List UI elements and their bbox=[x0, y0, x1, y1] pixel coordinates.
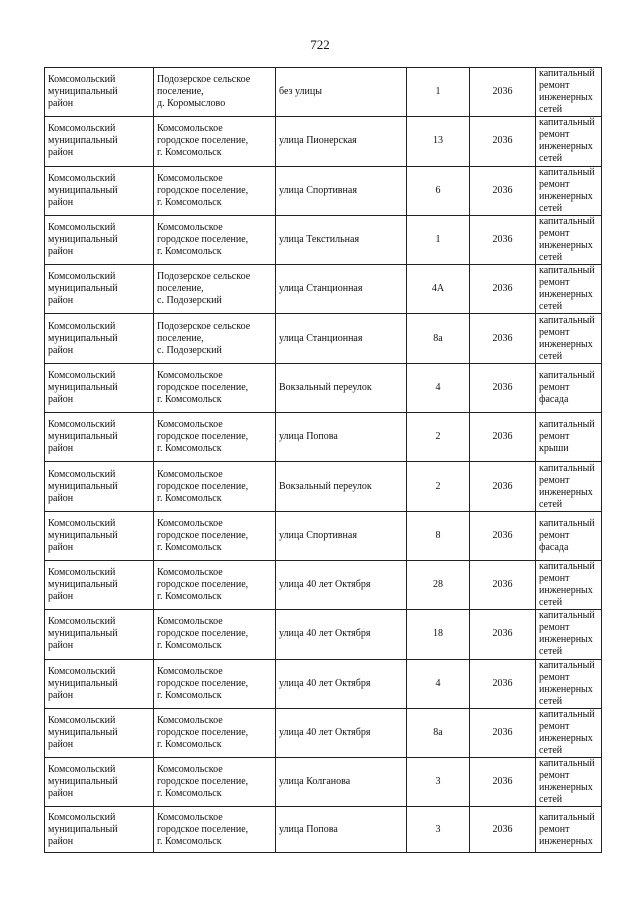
year-cell: 2036 bbox=[470, 265, 536, 314]
house-number-cell: 8а bbox=[407, 708, 470, 757]
district-cell: Комсомольский муниципальный район bbox=[45, 807, 154, 853]
district-cell: Комсомольский муниципальный район bbox=[45, 610, 154, 659]
table-row bbox=[45, 166, 602, 215]
table-row bbox=[45, 68, 602, 117]
work-type-cell: капитальный ремонт фасада bbox=[536, 363, 602, 412]
page-number: 722 bbox=[310, 37, 330, 52]
settlement-cell: Комсомольское городское поселение, г. Комсомольск bbox=[154, 215, 276, 264]
street-cell: Вокзальный переулок bbox=[276, 363, 407, 412]
work-type-cell: капитальный ремонт инженерных сетей bbox=[536, 265, 602, 314]
year-cell: 2036 bbox=[470, 215, 536, 264]
house-number-cell: 3 bbox=[407, 758, 470, 807]
district-cell: Комсомольский муниципальный район bbox=[45, 166, 154, 215]
table-row bbox=[45, 610, 602, 659]
work-type-cell: капитальный ремонт инженерных сетей bbox=[536, 68, 602, 117]
district-cell: Комсомольский муниципальный район bbox=[45, 560, 154, 609]
year-cell: 2036 bbox=[470, 462, 536, 511]
year-cell: 2036 bbox=[470, 117, 536, 166]
district-cell: Комсомольский муниципальный район bbox=[45, 708, 154, 757]
year-cell: 2036 bbox=[470, 68, 536, 117]
year-cell: 2036 bbox=[470, 758, 536, 807]
house-number-cell: 8а bbox=[407, 314, 470, 363]
street-cell: улица 40 лет Октября bbox=[276, 610, 407, 659]
work-type-cell: капитальный ремонт инженерных сетей bbox=[536, 314, 602, 363]
table-row bbox=[45, 314, 602, 363]
table-row bbox=[45, 807, 602, 853]
work-type-cell: капитальный ремонт инженерных сетей bbox=[536, 659, 602, 708]
district-cell: Комсомольский муниципальный район bbox=[45, 68, 154, 117]
table-row bbox=[45, 117, 602, 166]
work-type-cell: капитальный ремонт инженерных сетей bbox=[536, 758, 602, 807]
district-cell: Комсомольский муниципальный район bbox=[45, 511, 154, 560]
street-cell: улица Колганова bbox=[276, 758, 407, 807]
house-number-cell: 18 bbox=[407, 610, 470, 659]
house-number-cell: 1 bbox=[407, 68, 470, 117]
work-type-cell: капитальный ремонт инженерных сетей bbox=[536, 610, 602, 659]
work-type-cell: капитальный ремонт инженерных сетей bbox=[536, 708, 602, 757]
district-cell: Комсомольский муниципальный район bbox=[45, 462, 154, 511]
settlement-cell: Комсомольское городское поселение, г. Комсомольск bbox=[154, 166, 276, 215]
work-type-cell: капитальный ремонт крыши bbox=[536, 413, 602, 462]
settlement-cell: Комсомольское городское поселение, г. Комсомольск bbox=[154, 758, 276, 807]
house-number-cell: 4А bbox=[407, 265, 470, 314]
house-number-cell: 3 bbox=[407, 807, 470, 853]
work-type-cell: капитальный ремонт инженерных сетей bbox=[536, 117, 602, 166]
street-cell: улица Спортивная bbox=[276, 511, 407, 560]
street-cell: улица 40 лет Октября bbox=[276, 560, 407, 609]
street-cell: улица 40 лет Октября bbox=[276, 708, 407, 757]
settlement-cell: Комсомольское городское поселение, г. Комсомольск bbox=[154, 117, 276, 166]
table-row bbox=[45, 265, 602, 314]
settlement-cell: Комсомольское городское поселение, г. Комсомольск bbox=[154, 560, 276, 609]
district-cell: Комсомольский муниципальный район bbox=[45, 363, 154, 412]
street-cell: улица Станционная bbox=[276, 314, 407, 363]
year-cell: 2036 bbox=[470, 363, 536, 412]
district-cell: Комсомольский муниципальный район bbox=[45, 413, 154, 462]
work-type-cell: капитальный ремонт фасада bbox=[536, 511, 602, 560]
house-number-cell: 2 bbox=[407, 413, 470, 462]
house-number-cell: 6 bbox=[407, 166, 470, 215]
house-number-cell: 28 bbox=[407, 560, 470, 609]
street-cell: улица Попова bbox=[276, 413, 407, 462]
year-cell: 2036 bbox=[470, 314, 536, 363]
district-cell: Комсомольский муниципальный район bbox=[45, 659, 154, 708]
settlement-cell: Комсомольское городское поселение, г. Комсомольск bbox=[154, 610, 276, 659]
street-cell: улица Станционная bbox=[276, 265, 407, 314]
year-cell: 2036 bbox=[470, 659, 536, 708]
table-row bbox=[45, 462, 602, 511]
settlement-cell: Комсомольское городское поселение, г. Комсомольск bbox=[154, 708, 276, 757]
work-type-cell: капитальный ремонт инженерных сетей bbox=[536, 462, 602, 511]
district-cell: Комсомольский муниципальный район bbox=[45, 117, 154, 166]
district-cell: Комсомольский муниципальный район bbox=[45, 314, 154, 363]
house-number-cell: 4 bbox=[407, 659, 470, 708]
year-cell: 2036 bbox=[470, 610, 536, 659]
table-row bbox=[45, 511, 602, 560]
district-cell: Комсомольский муниципальный район bbox=[45, 758, 154, 807]
year-cell: 2036 bbox=[470, 708, 536, 757]
year-cell: 2036 bbox=[470, 511, 536, 560]
settlement-cell: Комсомольское городское поселение, г. Комсомольск bbox=[154, 363, 276, 412]
house-number-cell: 4 bbox=[407, 363, 470, 412]
street-cell: Вокзальный переулок bbox=[276, 462, 407, 511]
settlement-cell: Подозерское сельское поселение, с. Подозерский bbox=[154, 314, 276, 363]
work-type-cell: капитальный ремонт инженерных сетей bbox=[536, 215, 602, 264]
table-row bbox=[45, 659, 602, 708]
house-number-cell: 8 bbox=[407, 511, 470, 560]
table-row bbox=[45, 413, 602, 462]
house-number-cell: 1 bbox=[407, 215, 470, 264]
table-row bbox=[45, 363, 602, 412]
district-cell: Комсомольский муниципальный район bbox=[45, 215, 154, 264]
year-cell: 2036 bbox=[470, 807, 536, 853]
settlement-cell: Комсомольское городское поселение, г. Комсомольск bbox=[154, 659, 276, 708]
street-cell: улица Попова bbox=[276, 807, 407, 853]
street-cell: улица Пионерская bbox=[276, 117, 407, 166]
table-row bbox=[45, 215, 602, 264]
street-cell: улица 40 лет Октября bbox=[276, 659, 407, 708]
house-number-cell: 13 bbox=[407, 117, 470, 166]
settlement-cell: Подозерское сельское поселение, с. Подозерский bbox=[154, 265, 276, 314]
work-type-cell: капитальный ремонт инженерных bbox=[536, 807, 602, 853]
house-number-cell: 2 bbox=[407, 462, 470, 511]
table-row bbox=[45, 560, 602, 609]
table-row bbox=[45, 708, 602, 757]
settlement-cell: Комсомольское городское поселение, г. Комсомольск bbox=[154, 413, 276, 462]
repair-schedule-table bbox=[44, 67, 602, 853]
settlement-cell: Комсомольское городское поселение, г. Комсомольск bbox=[154, 462, 276, 511]
year-cell: 2036 bbox=[470, 413, 536, 462]
street-cell: улица Спортивная bbox=[276, 166, 407, 215]
settlement-cell: Подозерское сельское поселение, д. Коромыслово bbox=[154, 68, 276, 117]
settlement-cell: Комсомольское городское поселение, г. Комсомольск bbox=[154, 511, 276, 560]
work-type-cell: капитальный ремонт инженерных сетей bbox=[536, 166, 602, 215]
street-cell: улица Текстильная bbox=[276, 215, 407, 264]
work-type-cell: капитальный ремонт инженерных сетей bbox=[536, 560, 602, 609]
district-cell: Комсомольский муниципальный район bbox=[45, 265, 154, 314]
settlement-cell: Комсомольское городское поселение, г. Комсомольск bbox=[154, 807, 276, 853]
street-cell: без улицы bbox=[276, 68, 407, 117]
year-cell: 2036 bbox=[470, 166, 536, 215]
table-row bbox=[45, 758, 602, 807]
year-cell: 2036 bbox=[470, 560, 536, 609]
